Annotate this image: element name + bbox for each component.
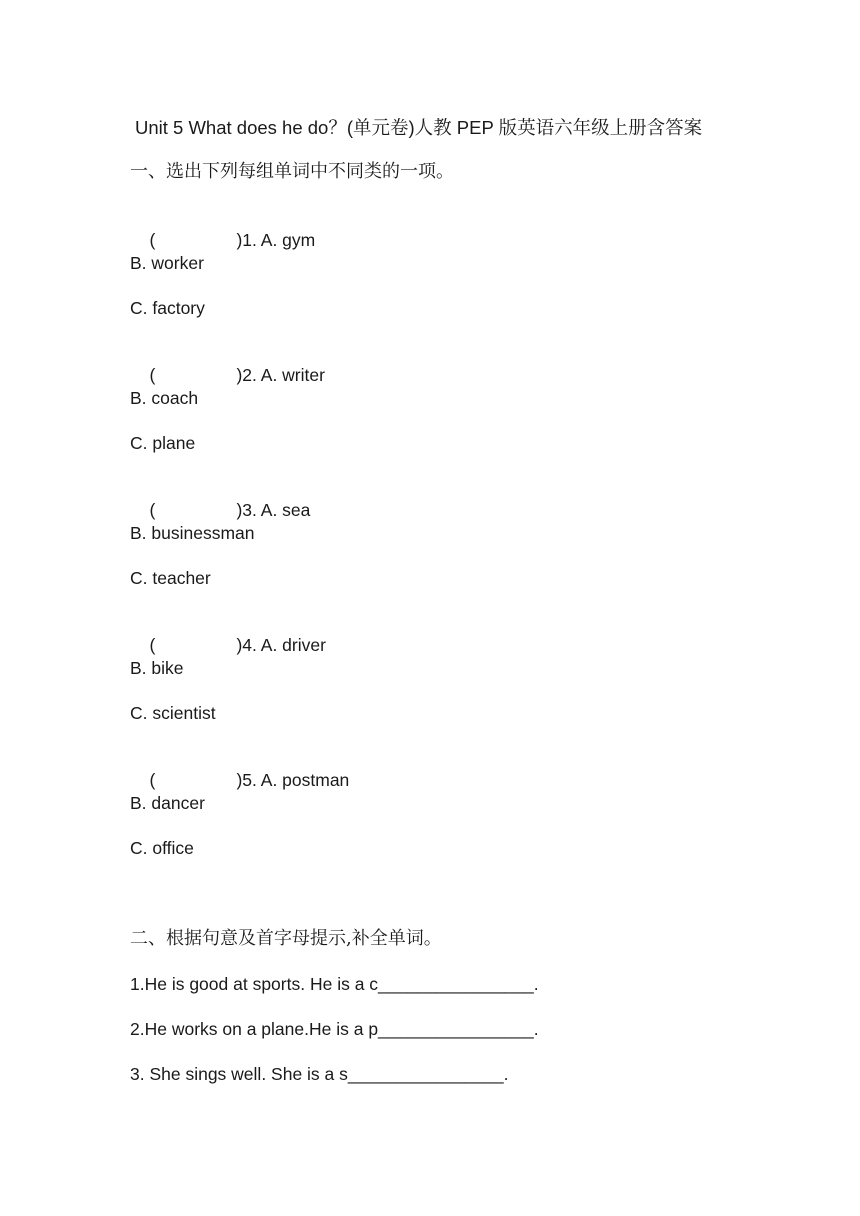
question-5-option-c: C. office [130,838,194,858]
question-1-option-b: B. worker [130,253,204,273]
section1-heading: 一、选出下列每组单词中不同类的一项。 [130,161,454,182]
answer-paren: ( [149,230,156,250]
question-1-option-c: C. factory [130,298,205,318]
fill-in-item-2: 2.He works on a plane.He is a p________________. [130,1019,539,1039]
answer-paren: ( [149,770,156,790]
answer-paren: ( [149,365,156,385]
question-3-option-c: C. teacher [130,568,211,588]
answer-paren: ( [149,500,156,520]
question-2-option-b: B. coach [130,388,199,408]
fill-in-item-1: 1.He is good at sports. He is a c________________. [130,974,539,994]
question-stem: )2. A. writer [236,365,325,385]
question-stem: )1. A. gym [236,230,316,250]
fill-in-item-3: 3. She sings well. She is a s________________. [130,1064,509,1084]
question-stem: )5. A. postman [236,770,350,790]
document-title: Unit 5 What does he do？(单元卷)人教 PEP 版英语六年级上册含答案 [135,117,703,138]
question-5-option-b: B. dancer [130,793,205,813]
question-stem: )3. A. sea [236,500,311,520]
question-2-option-c: C. plane [130,433,196,453]
question-4-option-b: B. bike [130,658,184,678]
question-stem: )4. A. driver [236,635,326,655]
question-4-option-c: C. scientist [130,703,216,723]
answer-paren: ( [149,635,156,655]
section2-heading: 二、根据句意及首字母提示,补全单词。 [130,928,442,949]
question-3-option-b: B. businessman [130,523,255,543]
